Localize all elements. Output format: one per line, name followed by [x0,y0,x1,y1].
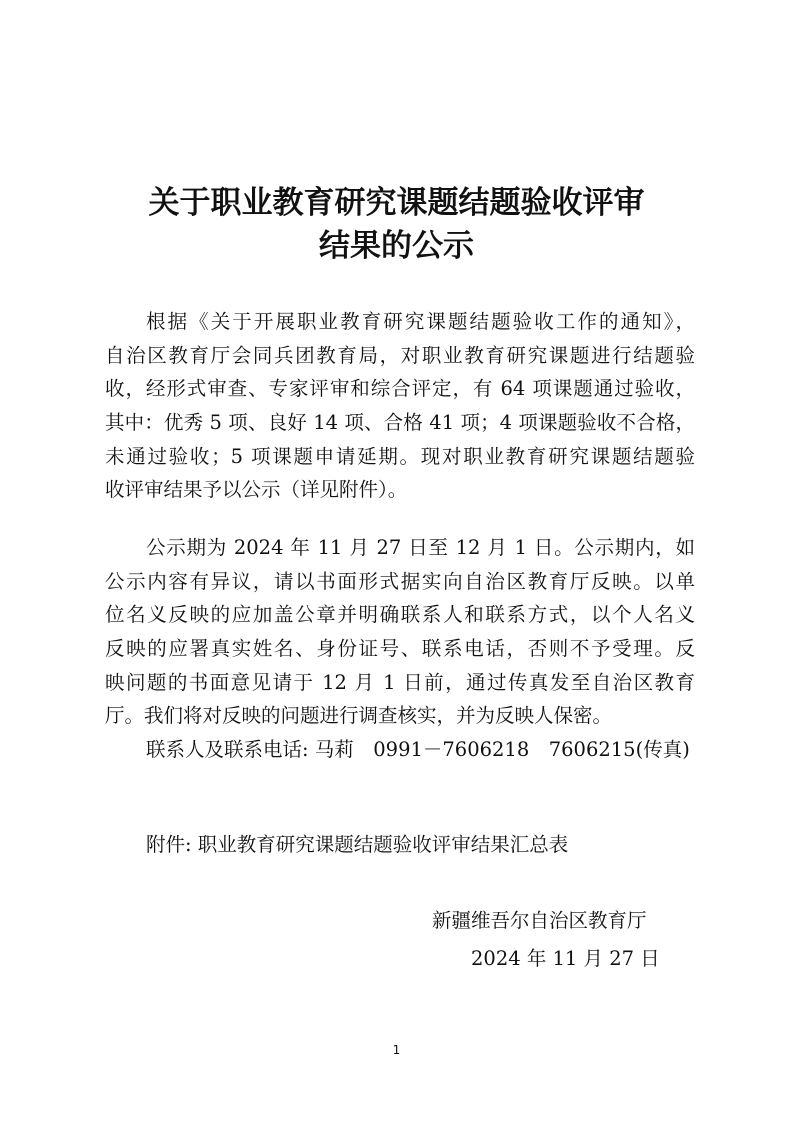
paragraph-announcement [105,305,695,507]
paragraph-line: 厅。我们将对反映的问题进行调查核实，并为反映人保密。 [105,704,613,728]
paragraph-line: 自治区教育厅会同兵团教育局，对职业教育研究课题进行结题验 [105,343,695,367]
attachment-line: 附件: 职业教育研究课题结题验收评审结果汇总表 [146,833,569,856]
paragraph-line: 公示期为 2024 年 11 月 27 日至 12 月 1 日。公示期内，如 [146,536,695,559]
paragraph-line: 收，经形式审查、专家评审和综合评定，有 64 项课题通过验收， [105,377,695,401]
paragraph-line: 公示内容有异议，请以书面形式据实向自治区教育厅反映。以单 [105,569,695,593]
paragraph-line: 位名义反映的应加盖公章并明确联系人和联系方式，以个人名义 [105,603,695,627]
document-title-line-1: 关于职业教育研究课题结题验收评审 [148,185,645,221]
paragraph-line: 收评审结果予以公示（详见附件）。 [105,478,408,502]
contact-line: 联系人及联系电话: 马莉 0991－7606218 7606215(传真) [146,738,690,762]
paragraph-line: 映问题的书面意见请于 12 月 1 日前，通过传真发至自治区教育 [105,670,695,694]
paragraph-line: 未通过验收；5 项课题申请延期。现对职业教育研究课题结题验 [105,444,695,468]
issue-date: 2024 年 11 月 27 日 [471,947,660,970]
page-number: 1 [392,1043,401,1057]
document-title-line-2: 结果的公示 [319,228,474,264]
paragraph-line: 根据《关于开展职业教育研究课题结题验收工作的通知》， [146,310,695,333]
paragraph-line: 反映的应署真实姓名、身份证号、联系电话，否则不予受理。反 [105,637,695,661]
issuer-name: 新疆维吾尔自治区教育厅 [432,909,647,932]
paragraph-public-notice-period [105,531,695,767]
paragraph-line: 其中：优秀 5 项、良好 14 项、合格 41 项；4 项课题验收不合格， [105,411,695,435]
